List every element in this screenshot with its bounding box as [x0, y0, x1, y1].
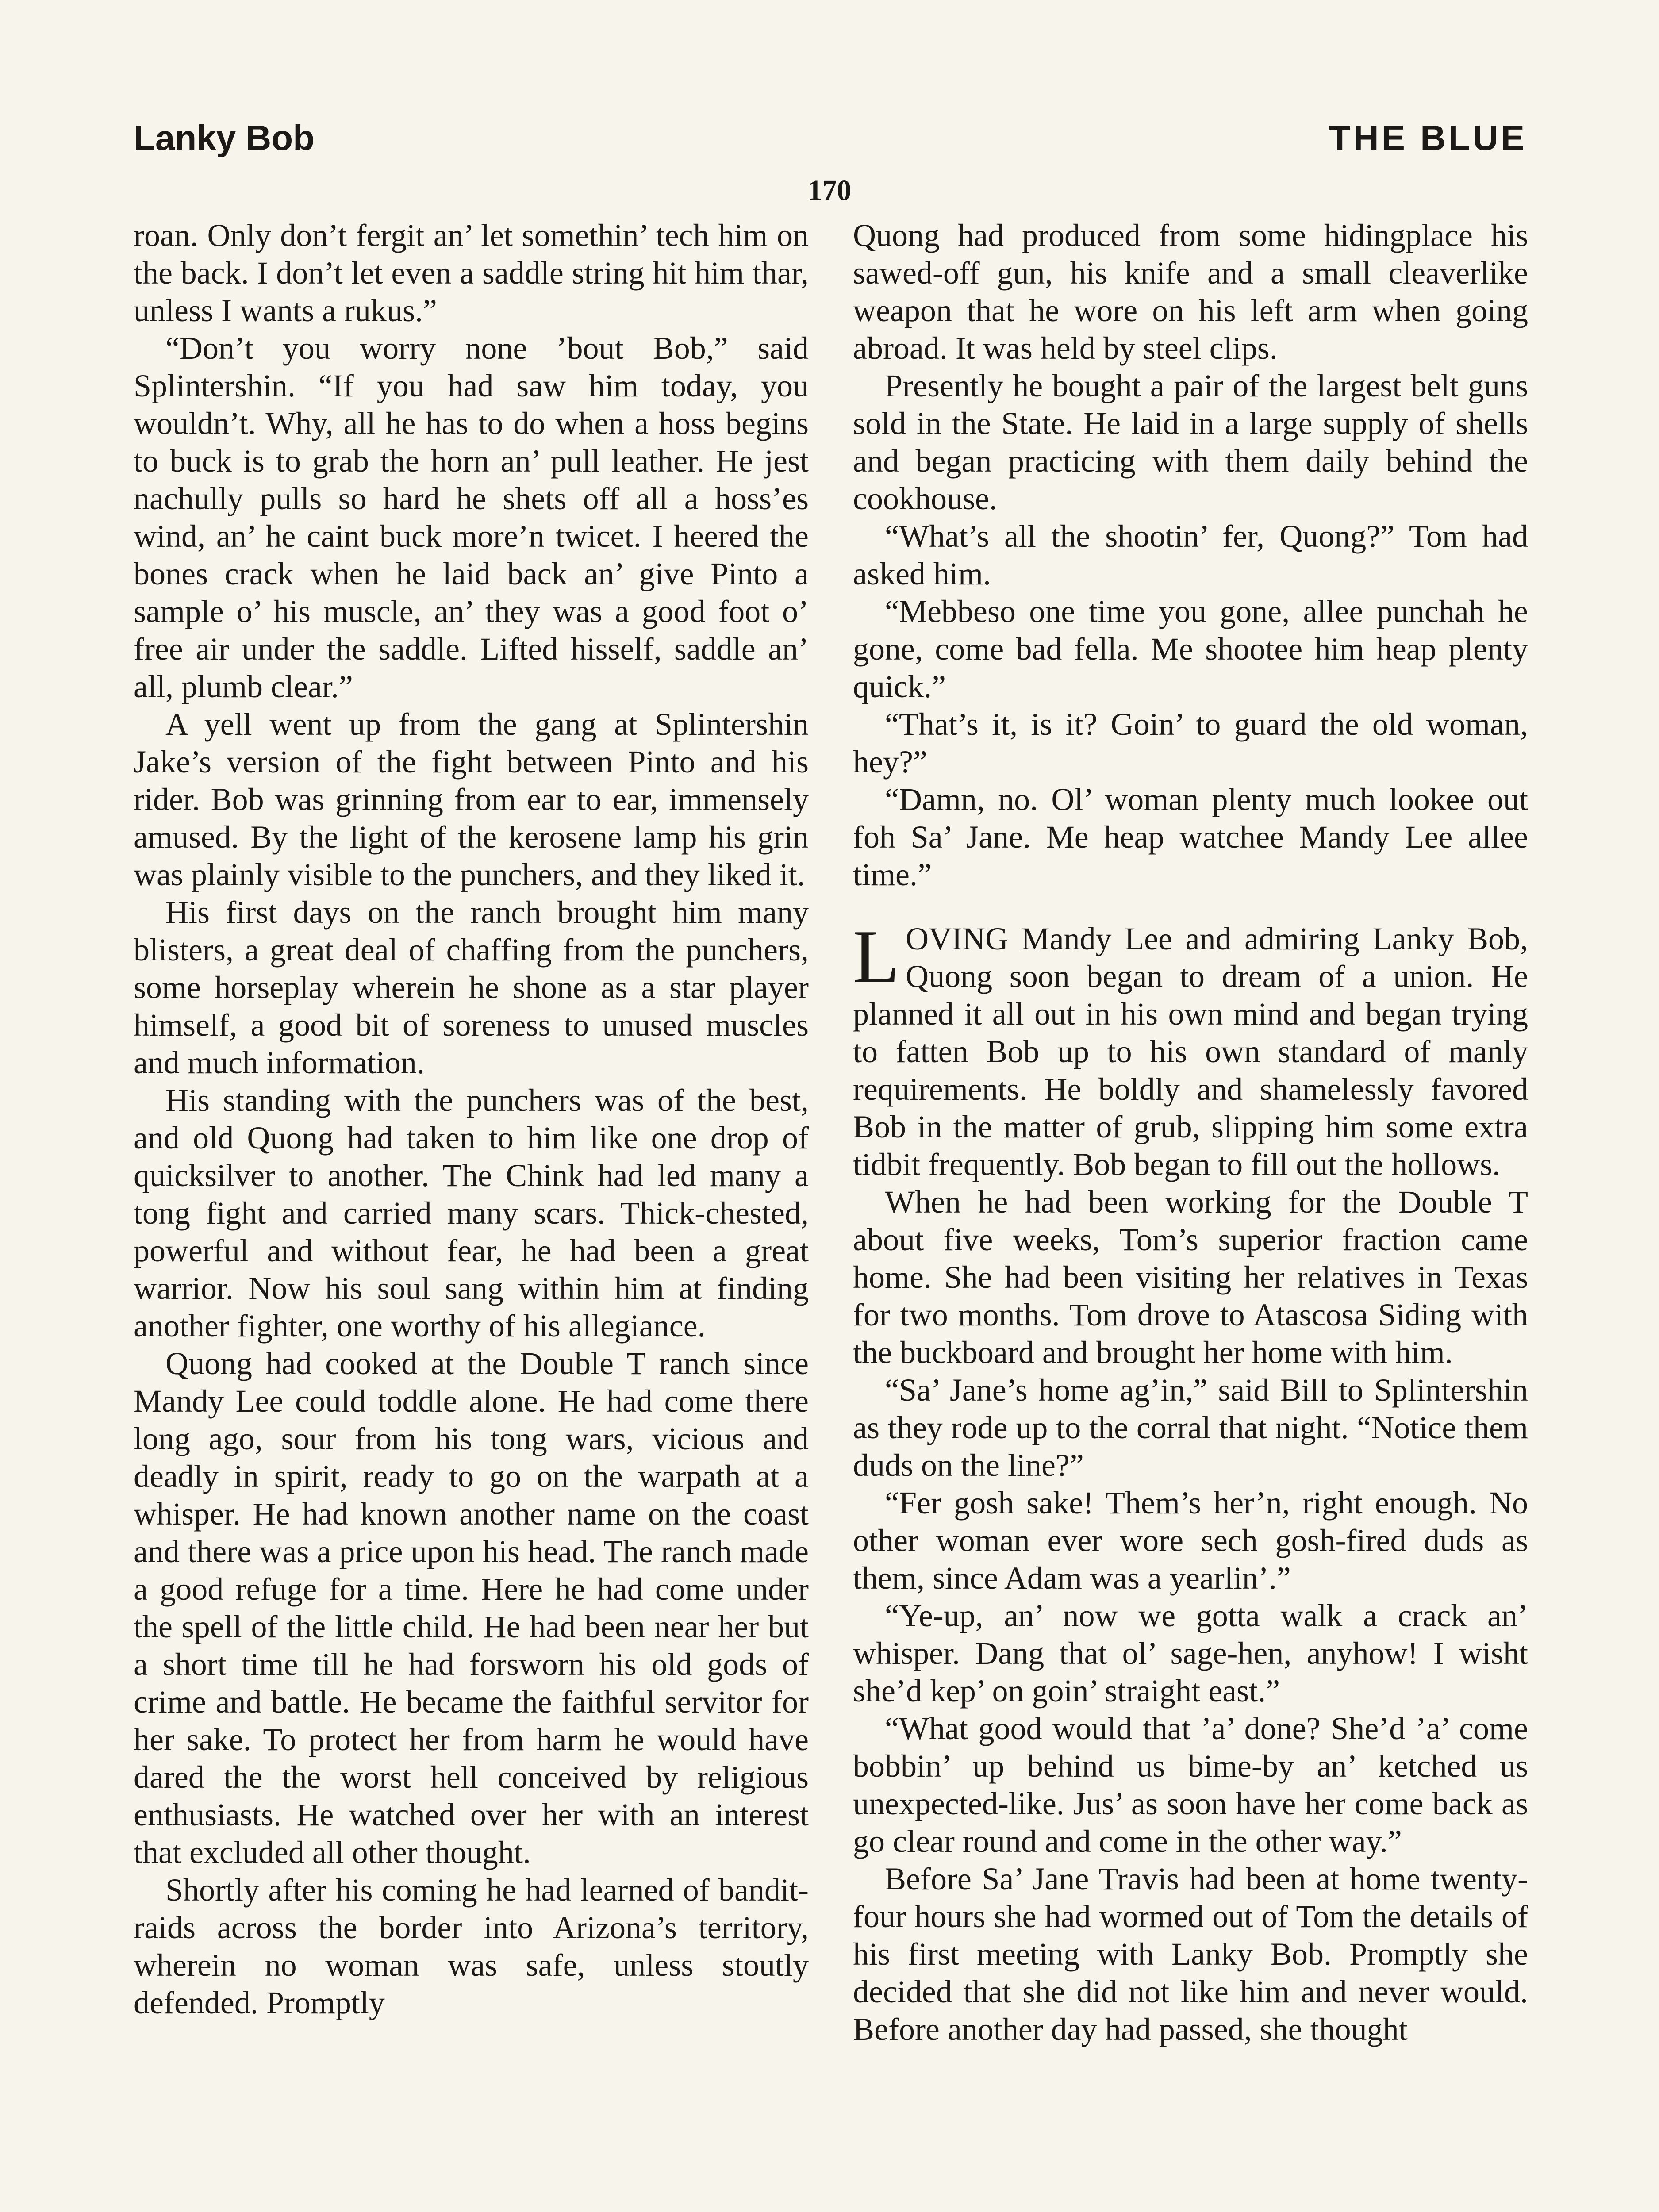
paragraph: “Ye-up, an’ now we gotta walk a crack an’ whisper. Dang that ol’ sage-hen, anyhow! I wisht she’d kep’ on goin’ straight east.” — [853, 1598, 1528, 1709]
paragraph: “Mebbeso one time you gone, allee punchah he gone, come bad fella. Me shootee him heap plenty quick.” — [853, 594, 1528, 704]
paragraph: “Sa’ Jane’s home ag’in,” said Bill to Splintershin as they rode up to the corral that night. “Notice them duds on the line?” — [853, 1372, 1528, 1483]
right-column — [853, 217, 1528, 2048]
paragraph: Before Sa’ Jane Travis had been at home twenty-four hours she had wormed out of Tom the details of his first meeting with Lanky Bob. Promptly she decided that she did not like him and never would. Before another day had passed, she thought — [853, 1861, 1528, 2047]
paragraph: His standing with the punchers was of the best, and old Quong had taken to him like one drop of quicksilver to another. The Chink had led many a tong fight and carried many scars. Thick-chested, powerful and without fear, he had been a great warrior. Now his soul sang within him at finding another fighter, one worthy of his allegiance. — [134, 1083, 809, 1344]
paragraph: His first days on the ranch brought him many blisters, a great deal of chaffing from the punchers, some horseplay wherein he shone as a star player himself, a good bit of soreness to unused muscles and much information. — [134, 895, 809, 1080]
paragraph: Shortly after his coming he had learned of bandit-raids across the border into Arizona’s territory, wherein no woman was safe, unless stoutly defended. Promptly — [134, 1872, 809, 2020]
paragraph: “That’s it, is it? Goin’ to guard the old woman, hey?” — [853, 707, 1528, 780]
paragraph: roan. Only don’t fergit an’ let somethin’ tech him on the back. I don’t let even a saddle string hit him thar, unless I wants a rukus.” — [134, 218, 809, 328]
magazine-title: THE BLUE — [1329, 118, 1527, 157]
left-column — [134, 217, 809, 2022]
section-opening-paragraph: LOVING Mandy Lee and admiring Lanky Bob, Quong soon began to dream of a union. He planned it all out in his own mind and began trying to fatten Bob up to his own standard of manly requirements. He boldly and shamelessly favored Bob in the matter of grub, slipping him some extra tidbit frequently. Bob began to fill out the hollows. — [853, 915, 1528, 1182]
paragraph: Presently he bought a pair of the largest belt guns sold in the State. He laid in a large supply of shells and began practicing with them daily behind the cookhouse. — [853, 368, 1528, 516]
paragraph: A yell went up from the gang at Splintershin Jake’s version of the fight between Pinto and his rider. Bob was grinning from ear to ear, immensely amused. By the light of the kerosene lamp his grin was plainly visible to the punchers, and they liked it. — [134, 707, 809, 892]
paragraph: “Don’t you worry none ’bout Bob,” said Splintershin. “If you had saw him today, you wouldn’t. Why, all he has to do when a hoss begins to buck is to grab the horn an’ pull leather. He jest nachully pulls so hard he shets off all a hoss’es wind, an’ he caint buck more’n twicet. I heered the bones crack when he laid back an’ give Pinto a sample o’ his muscle, an’ they was a good foot o’ free air under the saddle. Lifted hisself, saddle an’ all, plumb clear.” — [134, 330, 809, 704]
paragraph: “What’s all the shootin’ fer, Quong?” Tom had asked him. — [853, 518, 1528, 591]
paragraph: When he had been working for the Double T about five weeks, Tom’s superior fraction came home. She had been visiting her relatives in Texas for two months. Tom drove to Atascosa Siding with the buckboard and brought her home with him. — [853, 1184, 1528, 1370]
page-number: 170 — [807, 174, 852, 207]
paragraph: “Fer gosh sake! Them’s her’n, right enough. No other woman ever wore sech gosh-fired duds as them, since Adam was a yearlin’.” — [853, 1485, 1528, 1596]
running-title: Lanky Bob — [134, 118, 315, 157]
paragraph: “What good would that ’a’ done? She’d ’a’ come bobbin’ up behind us bime-by an’ ketched us unexpected-like. Jus’ as soon have her come back as go clear round and come in the other way.” — [853, 1711, 1528, 1859]
paragraph: Quong had cooked at the Double T ranch since Mandy Lee could toddle alone. He had come there long ago, sour from his tong wars, vicious and deadly in spirit, ready to go on the warpath at a whisper. He had known another name on the coast and there was a price upon his head. The ranch made a good refuge for a time. Here he had come under the spell of the little child. He had been near her but a short time till he had forsworn his old gods of crime and battle. He became the faithful servitor for her sake. To protect her from harm he would have dared the the worst hell conceived by religious enthusiasts. He watched over her with an interest that excluded all other thought. — [134, 1346, 809, 1870]
paragraph: “Damn, no. Ol’ woman plenty much lookee out foh Sa’ Jane. Me heap watchee Mandy Lee allee time.” — [853, 782, 1528, 892]
paragraph: Quong had produced from some hidingplace his sawed-off gun, his knife and a small cleaverlike weapon that he wore on his left arm when going abroad. It was held by steel clips. — [853, 218, 1528, 366]
